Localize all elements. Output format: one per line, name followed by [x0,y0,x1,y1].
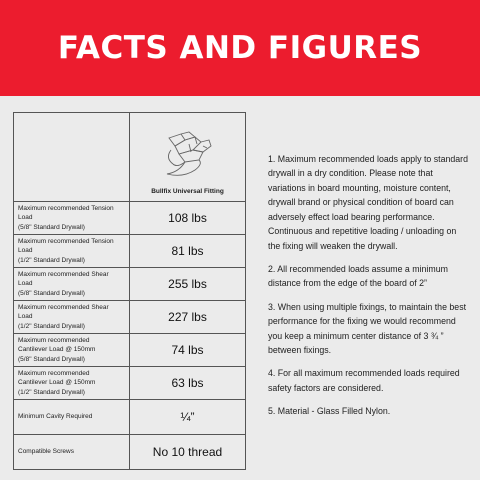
table-row [14,367,246,400]
row-label [14,367,130,400]
row-value: 74 lbs [130,334,246,367]
header-banner [0,0,480,96]
row-label-line: (1/2" Standard Drywall) [18,322,85,330]
table-row [14,435,246,470]
fitting-sketch-icon [155,128,221,184]
product-cell [130,113,246,202]
table-row [14,268,246,301]
row-label [14,268,130,301]
facts-table [13,112,246,470]
row-label-line: Compatible Screws [18,448,74,456]
row-label-line: Maximum recommended [18,337,90,345]
row-label [14,235,130,268]
row-label-line: Load [18,247,33,255]
product-name: Bullfix Universal Fitting [151,188,224,195]
row-label [14,435,130,470]
row-value: 63 lbs [130,367,246,400]
table-row [14,400,246,435]
row-label-line: Load [18,214,33,222]
row-label-line: (5/8" Standard Drywall) [18,223,85,231]
note-paragraph: 5. Material - Glass Filled Nylon. [268,406,391,417]
row-label [14,334,130,367]
row-label-line: (5/8" Standard Drywall) [18,355,85,363]
note-paragraph: 1. Maximum recommended loads apply to standard drywall in a dry condition. Please note that variations in board mounting, moisture content, drywall brand or physical condition of board can adversely effect load bearing performance. Continuous and repetitive loading / unloading on the fixing will weaken the drywall. [268,154,468,251]
row-value: 227 lbs [130,301,246,334]
notes-column [268,152,468,428]
row-label-line: (5/8" Standard Drywall) [18,289,85,297]
row-label [14,301,130,334]
row-value: 255 lbs [130,268,246,301]
row-label-line: Load [18,280,33,288]
row-label-line: Maximum recommended Shear [18,271,109,279]
table-header-row [14,113,246,202]
row-label-line: Cantilever Load @ 150mm [18,379,96,387]
row-label-line: Maximum recommended [18,370,90,378]
row-value: 108 lbs [130,202,246,235]
page-title: FACTS AND FIGURES [57,30,423,66]
table-row [14,202,246,235]
row-label-line: Minimum Cavity Required [18,413,93,421]
row-label-line: Cantilever Load @ 150mm [18,346,96,354]
row-label-line: Maximum recommended Tension [18,238,114,246]
table-corner-cell [14,113,130,202]
row-label-line: Load [18,313,33,321]
row-value: No 10 thread [130,435,246,470]
row-label-line: Maximum recommended Shear [18,304,109,312]
note-paragraph: 3. When using multiple fixings, to maintain the best performance for the fixing we would recommend you keep a minimum center distance of 3 ¾ ” between fixings. [268,301,467,356]
row-label [14,202,130,235]
table-row [14,334,246,367]
row-value: 81 lbs [130,235,246,268]
row-label [14,400,130,435]
row-value: ¼” [130,400,246,435]
row-label-line: (1/2" Standard Drywall) [18,256,85,264]
note-paragraph: 2. All recommended loads assume a minimum distance from the edge of the board of 2” [268,263,448,289]
table-row [14,301,246,334]
note-paragraph: 4. For all maximum recommended loads required safety factors are considered. [268,368,460,393]
row-label-line: Maximum recommended Tension [18,205,114,213]
row-label-line: (1/2" Standard Drywall) [18,388,85,396]
table-row [14,235,246,268]
